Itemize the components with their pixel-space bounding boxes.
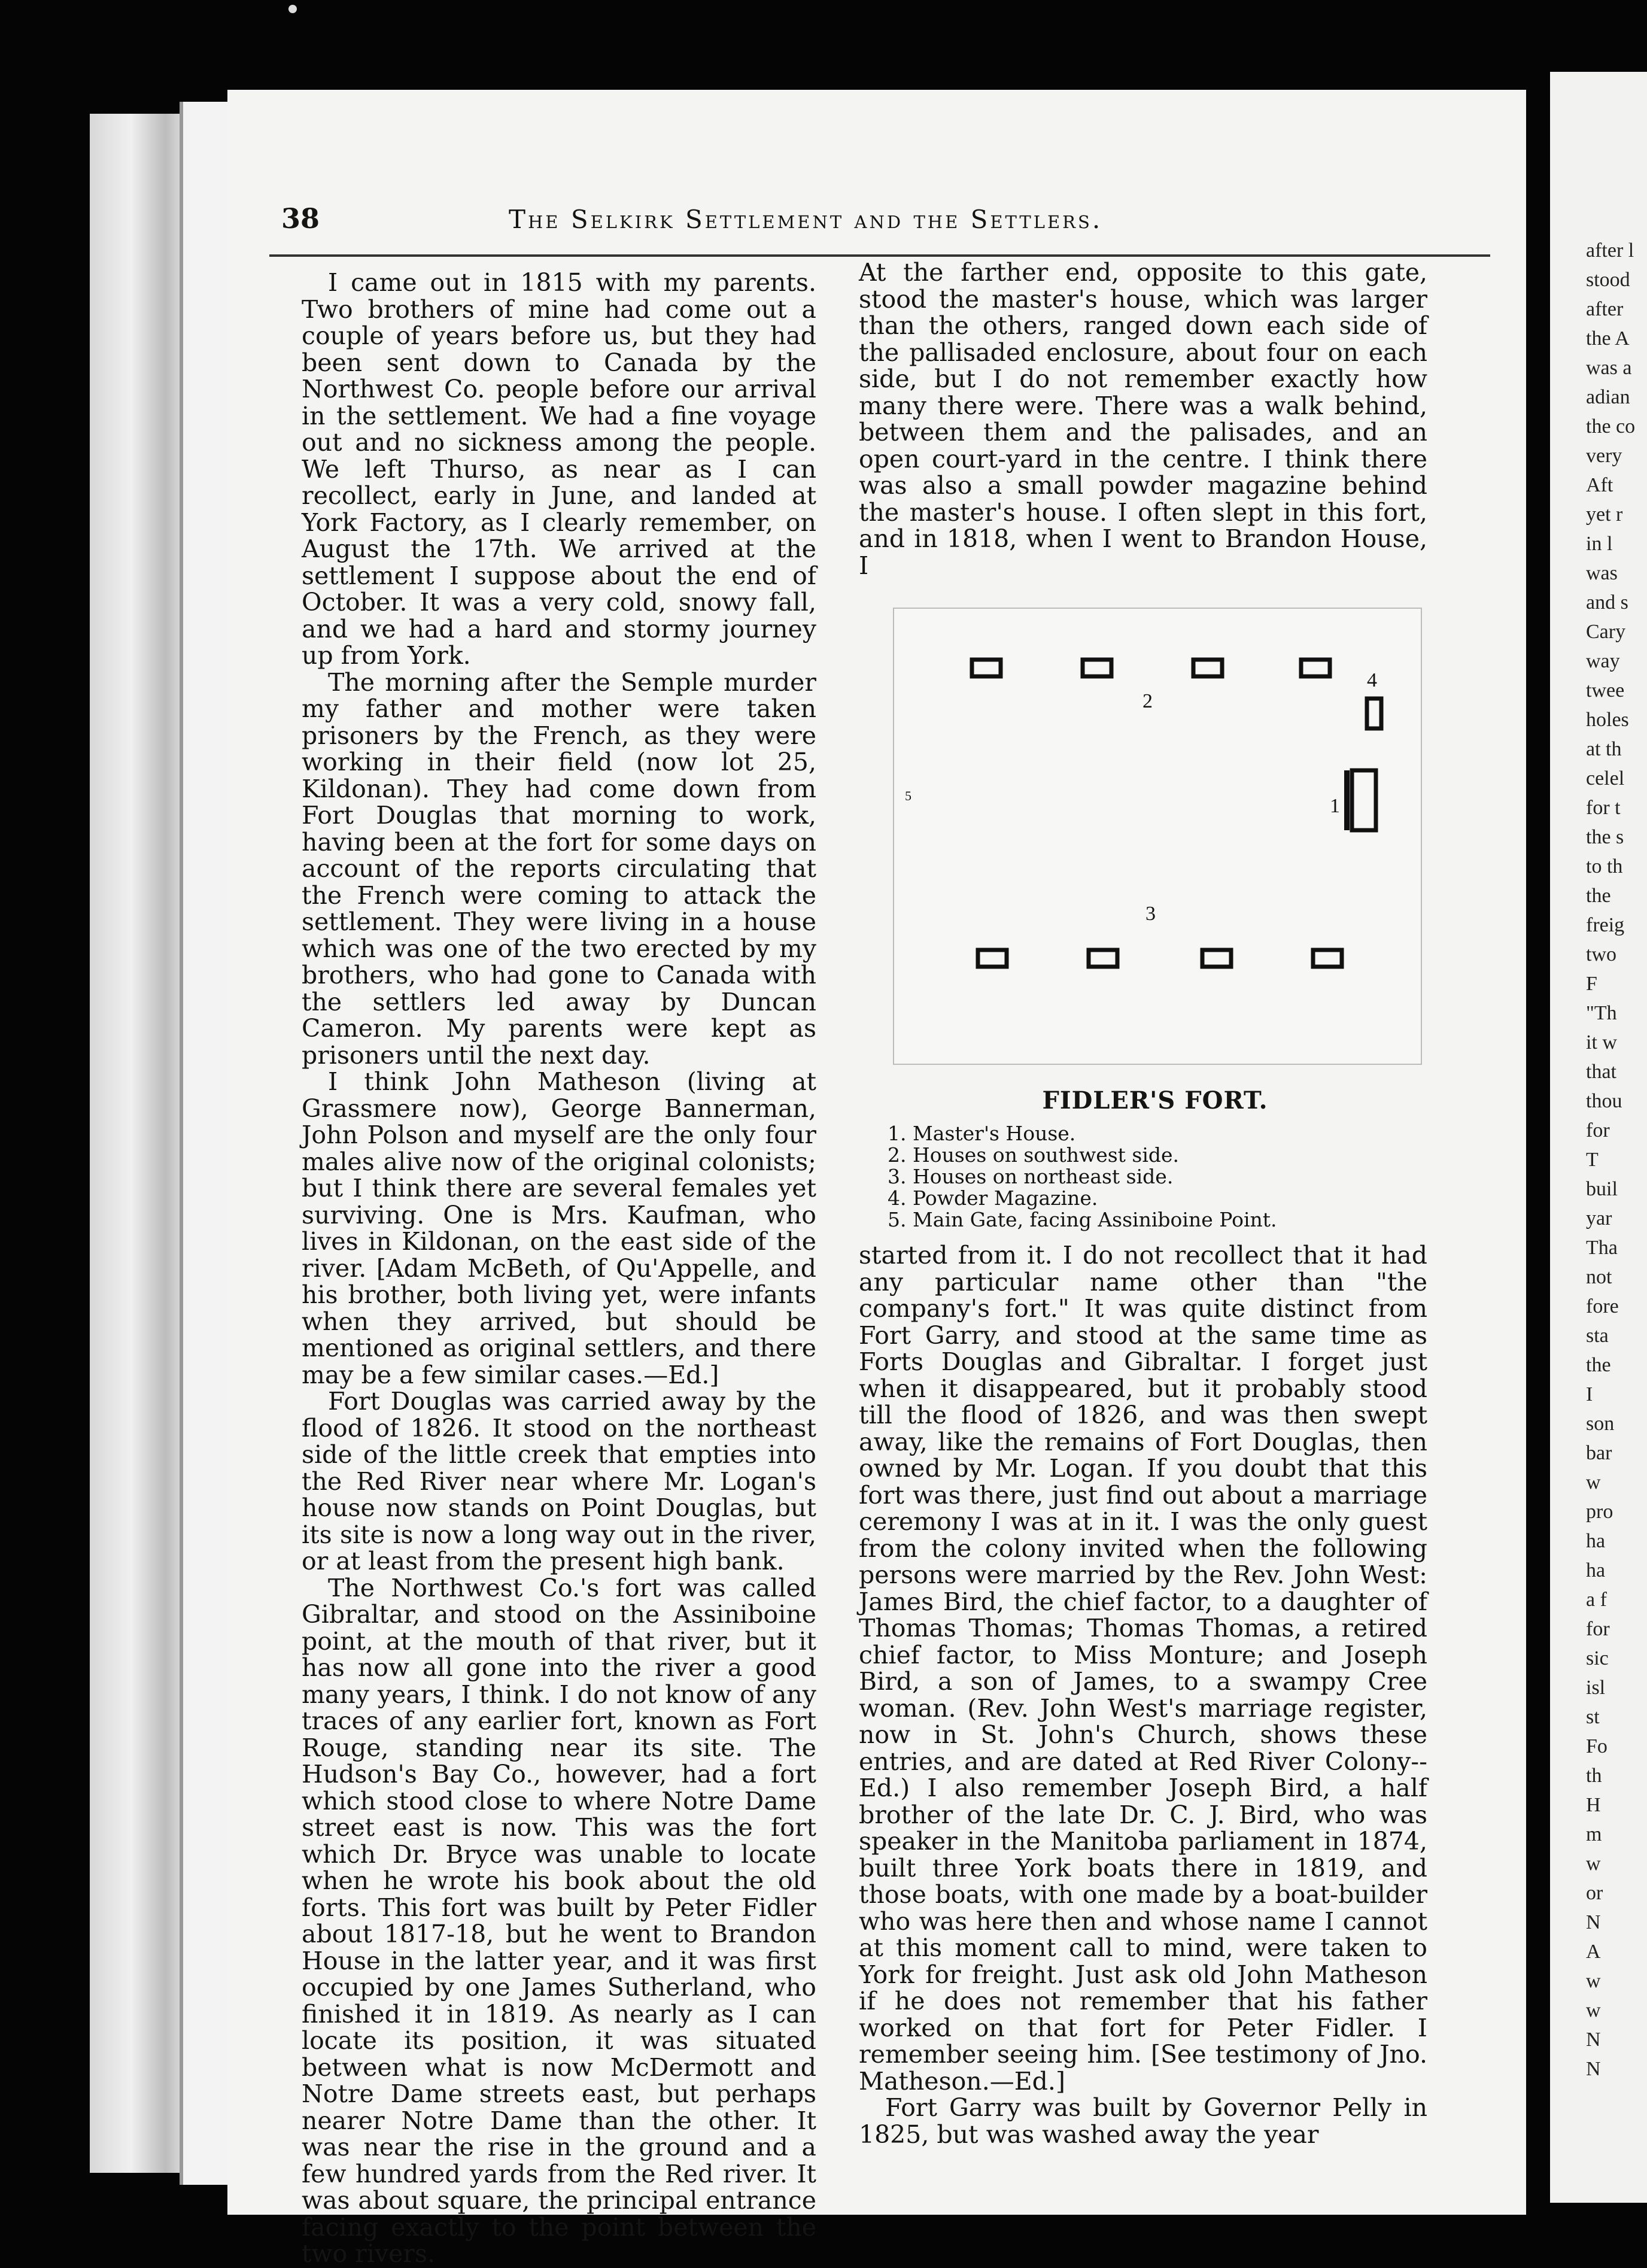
adjacent-page-line: th [1586, 1765, 1602, 1787]
adjacent-page-line: the s [1586, 826, 1624, 848]
map-label-4: 4 [1367, 669, 1377, 691]
adjacent-page-line: in l [1586, 533, 1613, 555]
adjacent-page-line: st [1586, 1706, 1600, 1728]
adjacent-page-line: after l [1586, 239, 1634, 262]
adjacent-page-line: Cary [1586, 621, 1626, 643]
adjacent-page-line: fore [1586, 1295, 1619, 1317]
adjacent-page-line: son [1586, 1413, 1615, 1435]
legend-item: 5. Main Gate, facing Assiniboine Point. [888, 1208, 1277, 1231]
adjacent-page-line: sta [1586, 1325, 1609, 1347]
adjacent-page-line: yar [1586, 1207, 1612, 1229]
adjacent-page-line: I [1586, 1383, 1593, 1405]
figure-caption [877, 1086, 1433, 1231]
map-label-2: 2 [1142, 690, 1153, 712]
adjacent-page-line: N [1586, 2058, 1601, 2080]
adjacent-page-line: stood [1586, 269, 1630, 291]
header-rule [269, 254, 1490, 257]
adjacent-page-line: N [1586, 2029, 1601, 2051]
adjacent-page-line: very [1586, 445, 1622, 467]
adjacent-page-line: two [1586, 943, 1616, 966]
masters-house [1352, 770, 1376, 830]
map-label-5: 5 [905, 788, 911, 803]
fort-plan-figure [893, 608, 1422, 1065]
adjacent-page-line: was [1586, 562, 1618, 584]
adjacent-page-line: buil [1586, 1178, 1618, 1200]
adjacent-page-line: the co [1586, 415, 1636, 438]
adjacent-page-line: m [1586, 1823, 1602, 1845]
adjacent-page-line: for [1586, 1119, 1610, 1141]
paragraph: I came out in 1815 with my parents. Two brothers of mine had come out a couple of years before us, but they had been sent down to Canada by the Northwest Co. people before our arrival in the settlement. We had a fine voyage out and no sickness among the people. We left Thurso, as near as I can recollect, early in June, and landed at York Factory, as I clearly remember, on August the 17th. We arrived at the settlement I suppose about the end of October. It was a very cold, snowy fall, and we had a hard and stormy journey up from York. [302, 268, 816, 670]
right-column-top [859, 259, 1427, 579]
adjacent-page-line: it w [1586, 1031, 1617, 1053]
book-page [227, 90, 1526, 2268]
adjacent-page-line: at th [1586, 738, 1622, 760]
fort-plan-drawing [894, 609, 1421, 1064]
adjacent-page-line: Aft [1586, 474, 1613, 496]
adjacent-page-line: was a [1586, 357, 1632, 379]
adjacent-page-line: the [1586, 1354, 1611, 1376]
figure-title: FIDLER'S FORT. [1042, 1086, 1268, 1115]
house-southwest [972, 660, 1001, 676]
adjacent-page-line: for [1586, 1618, 1610, 1640]
adjacent-page-line: adian [1586, 386, 1630, 408]
scan-speck [288, 5, 297, 13]
adjacent-page-line: way [1586, 650, 1620, 672]
adjacent-page-line: to th [1586, 855, 1623, 878]
adjacent-page-line: N [1586, 1911, 1601, 1933]
paragraph: At the farther end, opposite to this gate, stood the master's house, which was larger than the others, ranged down each side of the pallisaded enclosure, about four on each side, but I do not remember exactly how many there were. There was a walk behind, between them and the palisades, and an open court-yard in the centre. I think there was also a small powder magazine behind the master's house. I often slept in this fort, and in 1818, when I went to Brandon House, I [859, 258, 1427, 580]
figure-legend [877, 1123, 1433, 1231]
adjacent-page-line: Tha [1586, 1237, 1618, 1259]
adjacent-page-line: w [1586, 1853, 1601, 1875]
adjacent-page-line: for t [1586, 797, 1621, 819]
adjacent-page-line: twee [1586, 679, 1625, 702]
house-northeast [978, 950, 1007, 967]
adjacent-page-line: thou [1586, 1090, 1622, 1112]
adjacent-page-line: w [1586, 1970, 1601, 1992]
paragraph: I think John Matheson (living at Grassmere now), George Bannerman, John Polson and myself are the only four males alive now of the original colonists; but I think there are several females yet surviving. One is Mrs. Kaufman, who lives in Kildonan, on the east side of the river. [Adam McBeth, of Qu'Appelle, and his brother, both living yet, were infants when they arrived, but should be mentioned as original settlers, and there may be a few similar cases.—Ed.] [302, 1067, 816, 1389]
legend-item: 1. Master's House. [888, 1122, 1076, 1145]
house-southwest [1193, 660, 1222, 676]
house-northeast [1313, 950, 1342, 967]
adjacent-page-line: not [1586, 1266, 1612, 1288]
house-southwest [1083, 660, 1111, 676]
adjacent-page-line: T [1586, 1149, 1599, 1171]
adjacent-page-line: the [1586, 885, 1611, 907]
adjacent-page-line: or [1586, 1882, 1603, 1904]
adjacent-page-line: Fo [1586, 1735, 1608, 1757]
left-column [302, 269, 816, 2267]
map-label-3: 3 [1145, 903, 1156, 925]
adjacent-page-line: w [1586, 1999, 1601, 2021]
adjacent-page-line: sic [1586, 1647, 1609, 1669]
house-northeast [1202, 950, 1231, 967]
legend-item: 2. Houses on southwest side. [888, 1143, 1180, 1167]
house-northeast [1089, 950, 1117, 967]
adjacent-page-line: after [1586, 298, 1624, 320]
adjacent-page-line: yet r [1586, 503, 1623, 526]
adjacent-page-line: holes [1586, 709, 1629, 731]
paragraph: Fort Douglas was carried away by the flood of 1826. It stood on the northeast side of the little creek that empties into the Red River near where Mr. Logan's house now stands on Point Douglas, but its site is now a long way out in the river, or at least from the present high bank. [302, 1387, 816, 1575]
adjacent-page-line: celel [1586, 767, 1625, 790]
adjacent-page-line: ha [1586, 1559, 1606, 1581]
adjacent-page-line: H [1586, 1794, 1601, 1816]
adjacent-page-line: freig [1586, 914, 1625, 936]
paragraph: started from it. I do not recollect that it had any particular name other than "the company's fort." It was quite distinct from Fort Garry, and stood at the same time as Forts Douglas and Gibraltar. I forget just when it disappeared, but it probably stood till the flood of 1826, and was then swept away, like the remains of Fort Douglas, then owned by Mr. Logan. If you doubt that this fort was there, just find out about a marriage ceremony I was at in it. I was the only guest from the colony invited when the following persons were married by the Rev. John West: James Bird, the chief factor, to a daughter of Thomas Thomas; Thomas Thomas, a retired chief factor, to Miss Monture; and Joseph Bird, a son of James, to a swampy Cree woman. (Rev. John West's marriage register, now in St. John's Church, shows these entries, and are dated at Red River Colony--Ed.) I also remember Joseph Bird, a half brother of the late Dr. C. J. Bird, who was speaker in the Manitoba parliament in 1874, built three York boats there in 1819, and those boats, with one made by a boat-builder who was here then and whose name I cannot at this moment call to mind, were taken to York for freight. Just ask old John Matheson if he does not remember that his father worked on that fort for Peter Fidler. I remember seeing him. [See testimony of Jno. Matheson.—Ed.] [859, 1241, 1427, 2096]
adjacent-page-line: bar [1586, 1442, 1612, 1464]
adjacent-page-line: a f [1586, 1589, 1607, 1611]
adjacent-page-line: isl [1586, 1677, 1606, 1699]
adjacent-page-line: F [1586, 973, 1597, 995]
adjacent-page-line: w [1586, 1471, 1601, 1493]
adjacent-page-line: A [1586, 1941, 1601, 1963]
right-column-bottom [859, 1242, 1427, 2148]
adjacent-page-line: pro [1586, 1501, 1613, 1523]
paragraph: The morning after the Semple murder my father and mother were taken prisoners by the French, as they were working in their field (now lot 25, Kildonan). They had come down from Fort Douglas that morning to work, having been at the fort for some days on account of the reports circulating that the French were coming to attack the settlement. They were living in a house which was one of the two erected by my brothers, who had gone to Canada with the settlers led away by Duncan Cameron. My parents were kept as prisoners until the next day. [302, 667, 816, 1070]
adjacent-page-line: the A [1586, 327, 1630, 350]
paragraph: Fort Garry was built by Governor Pelly in 1825, but was washed away the year [859, 2093, 1427, 2149]
map-label-1: 1 [1330, 795, 1340, 817]
adjacent-page-line: "Th [1586, 1002, 1617, 1024]
adjacent-page-line: and s [1586, 591, 1628, 614]
powder-magazine [1367, 699, 1381, 728]
house-southwest [1301, 660, 1330, 676]
legend-item: 4. Powder Magazine. [888, 1186, 1098, 1210]
legend-item: 3. Houses on northeast side. [888, 1165, 1174, 1188]
paragraph: The Northwest Co.'s fort was called Gibraltar, and stood on the Assiniboine point, at the mouth of that river, but it has now all gone into the river a good many years, I think. I do not know of any traces of any earlier fort, known as Fort Rouge, standing near its site. The Hudson's Bay Co., however, had a fort which stood close to where Notre Dame street east is now. This was the fort which Dr. Bryce was unable to locate when he wrote his book about the old forts. This fort was built by Peter Fidler about 1817-18, but he went to Brandon House in the latter year, and it was first occupied by one James Sutherland, who finished it in 1819. As nearly as I can locate its position, it was situated between what is now McDermott and Notre Dame streets east, but perhaps nearer Notre Dame than the other. It was near the rise in the ground and a few hundred yards from the Red river. It was about square, the principal entrance facing exactly to the point between the two rivers. [302, 1573, 816, 2268]
page-header [281, 202, 1478, 238]
adjacent-page-line: ha [1586, 1530, 1606, 1552]
page-number: 38 [281, 202, 320, 235]
running-title: The Selkirk Settlement and the Settlers. [509, 205, 1103, 234]
adjacent-page-line: that [1586, 1061, 1616, 1083]
adjacent-page-fragment [1550, 72, 1647, 2203]
